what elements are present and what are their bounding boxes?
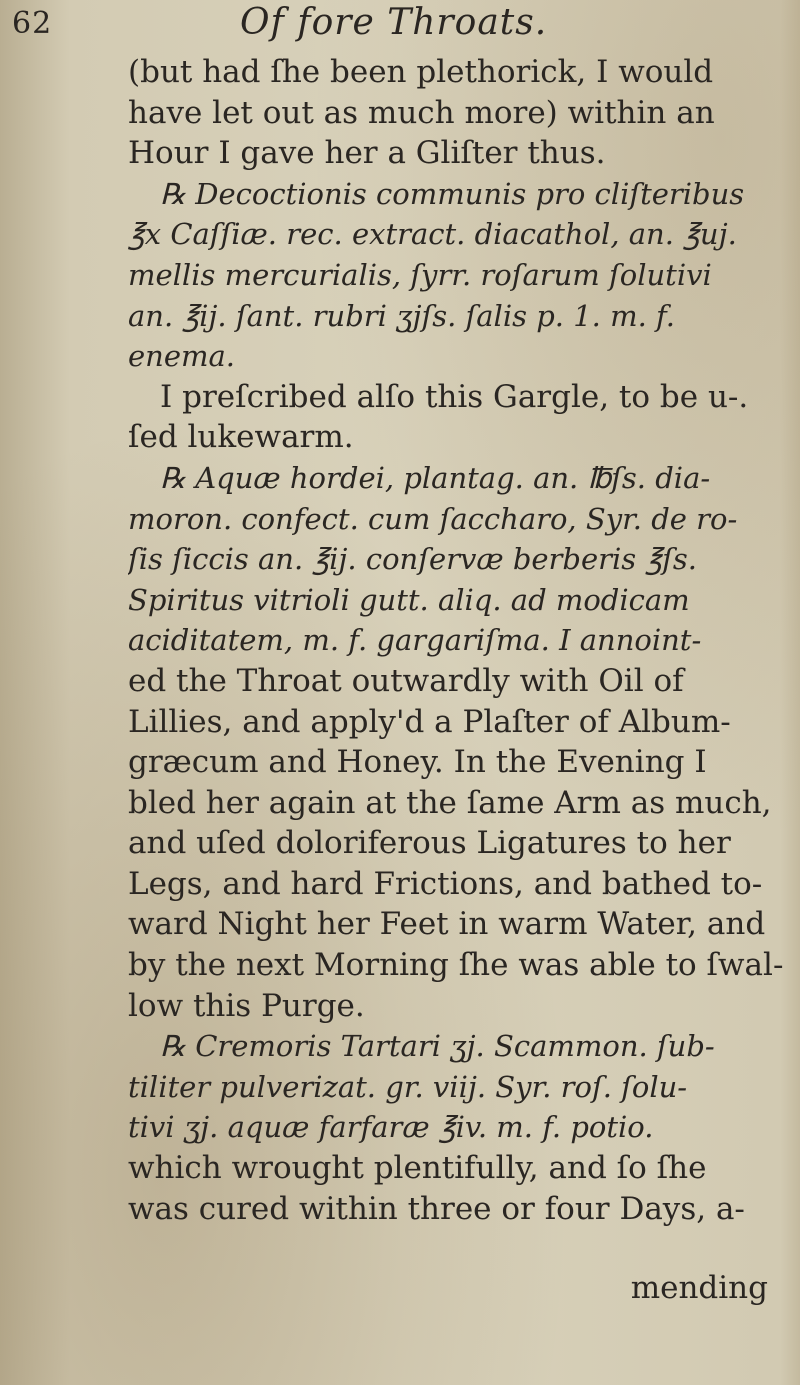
text-line: Spiritus vitrioli gutt. aliq. ad modicam <box>128 582 690 617</box>
text-line: (but had ſhe been plethorick, I would <box>128 54 714 90</box>
running-head: Of fore Throats. <box>240 2 548 43</box>
text-line: ℥x Caſſiæ. rec. extract. diacathol, an. ℥uj. <box>128 217 737 252</box>
text-line: mellis mercurialis, ſyrr. roſarum ſolutivi <box>128 257 712 292</box>
text-line: græcum and Honey. In the Evening I <box>128 744 707 781</box>
page-header <box>0 0 800 52</box>
text-line: ward Night her Feet in warm Water, and <box>128 906 766 943</box>
text-line: ſed lukewarm. <box>128 419 354 456</box>
text-line: ed the Throat outwardly with Oil of <box>128 662 684 699</box>
catchword: mending <box>630 1270 768 1306</box>
text-line: was cured within three or four Days, a- <box>128 1190 745 1227</box>
body-text <box>128 52 788 1306</box>
text-line: Lillies, and apply'd a Plaſter of Album- <box>128 703 731 740</box>
text-line: bled her again at the ſame Arm as much, <box>128 784 772 821</box>
text-line: enema. <box>128 339 236 374</box>
text-line: Hour I gave her a Gliſter thus. <box>128 135 606 172</box>
text-line: moron. confect. cum ſaccharo, Syr. de ro- <box>128 501 738 536</box>
page-number: 62 <box>12 6 53 41</box>
text-line: have let out as much more) within an <box>128 94 715 131</box>
text-line: ℞ Decoctionis communis pro cliſteribus <box>160 176 745 211</box>
text-line: ſis ſiccis an. ℥ij. conſervæ berberis ℥ſs. <box>128 542 697 577</box>
text-line: tiliter pulverizat. gr. viij. Syr. roſ. ſolu- <box>128 1069 688 1104</box>
text-line: an. ℥ij. ſant. rubri ʒjſs. ſalis p. 1. m. f. <box>128 298 675 333</box>
text-line: I preſcribed alſo this Gargle, to be u-. <box>160 378 749 415</box>
text-line: and uſed doloriferous Ligatures to her <box>128 825 731 862</box>
text-line: tivi ʒj. aquæ farfaræ ℥iv. m. f. potio. <box>128 1110 654 1145</box>
text-line: Legs, and hard Frictions, and bathed to- <box>128 865 763 902</box>
text-line: aciditatem, m. f. gargariſma. I annoint- <box>128 623 702 658</box>
text-line: by the next Morning ſhe was able to ſwal- <box>128 947 784 984</box>
text-line: low this Purge. <box>128 987 365 1024</box>
text-line: ℞ Aquæ hordei, plantag. an. ℔ſs. dia- <box>160 460 711 495</box>
catchword-block <box>128 1268 788 1309</box>
text-line: which wrought plentifully, and ſo ſhe <box>128 1150 707 1187</box>
text-line: ℞ Cremoris Tartari ʒj. Scammon. ſub- <box>160 1029 715 1064</box>
